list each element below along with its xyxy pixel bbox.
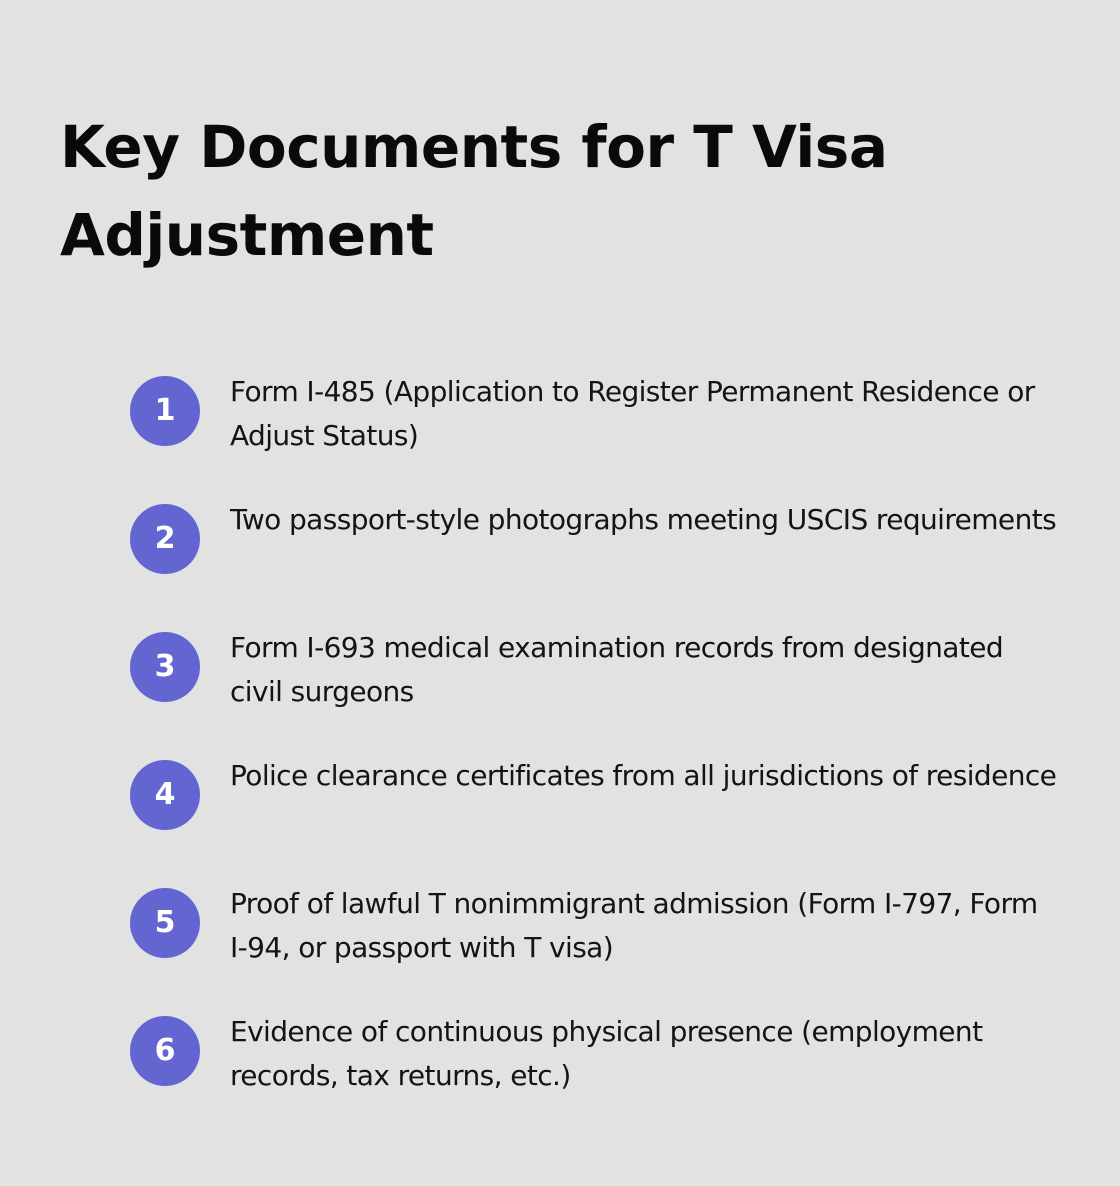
step-number-badge: 4: [130, 760, 200, 830]
step-text: Form I-693 medical examination records from designated civil surgeons: [230, 631, 1003, 708]
list-item: [130, 882, 1060, 1010]
document-list: [130, 370, 1060, 1138]
step-number-badge: 6: [130, 1016, 200, 1086]
page-title: Key Documents for T Visa Adjustment: [60, 113, 888, 269]
step-text: Evidence of continuous physical presence (employment records, tax returns, etc.): [230, 1015, 983, 1092]
list-item: [130, 754, 1060, 882]
step-text: Proof of lawful T nonimmigrant admission (Form I-797, Form I-94, or passport with T visa): [230, 887, 1038, 964]
step-number-badge: 3: [130, 632, 200, 702]
list-item: [130, 498, 1060, 626]
step-text: Police clearance certificates from all jurisdictions of residence: [230, 759, 1057, 792]
list-item: [130, 370, 1060, 498]
step-text: Two passport-style photographs meeting USCIS requirements: [230, 503, 1057, 536]
step-number-badge: 1: [130, 376, 200, 446]
list-item: [130, 626, 1060, 754]
step-text: Form I-485 (Application to Register Permanent Residence or Adjust Status): [230, 375, 1035, 452]
list-item: [130, 1010, 1060, 1138]
step-number-badge: 2: [130, 504, 200, 574]
step-number-badge: 5: [130, 888, 200, 958]
